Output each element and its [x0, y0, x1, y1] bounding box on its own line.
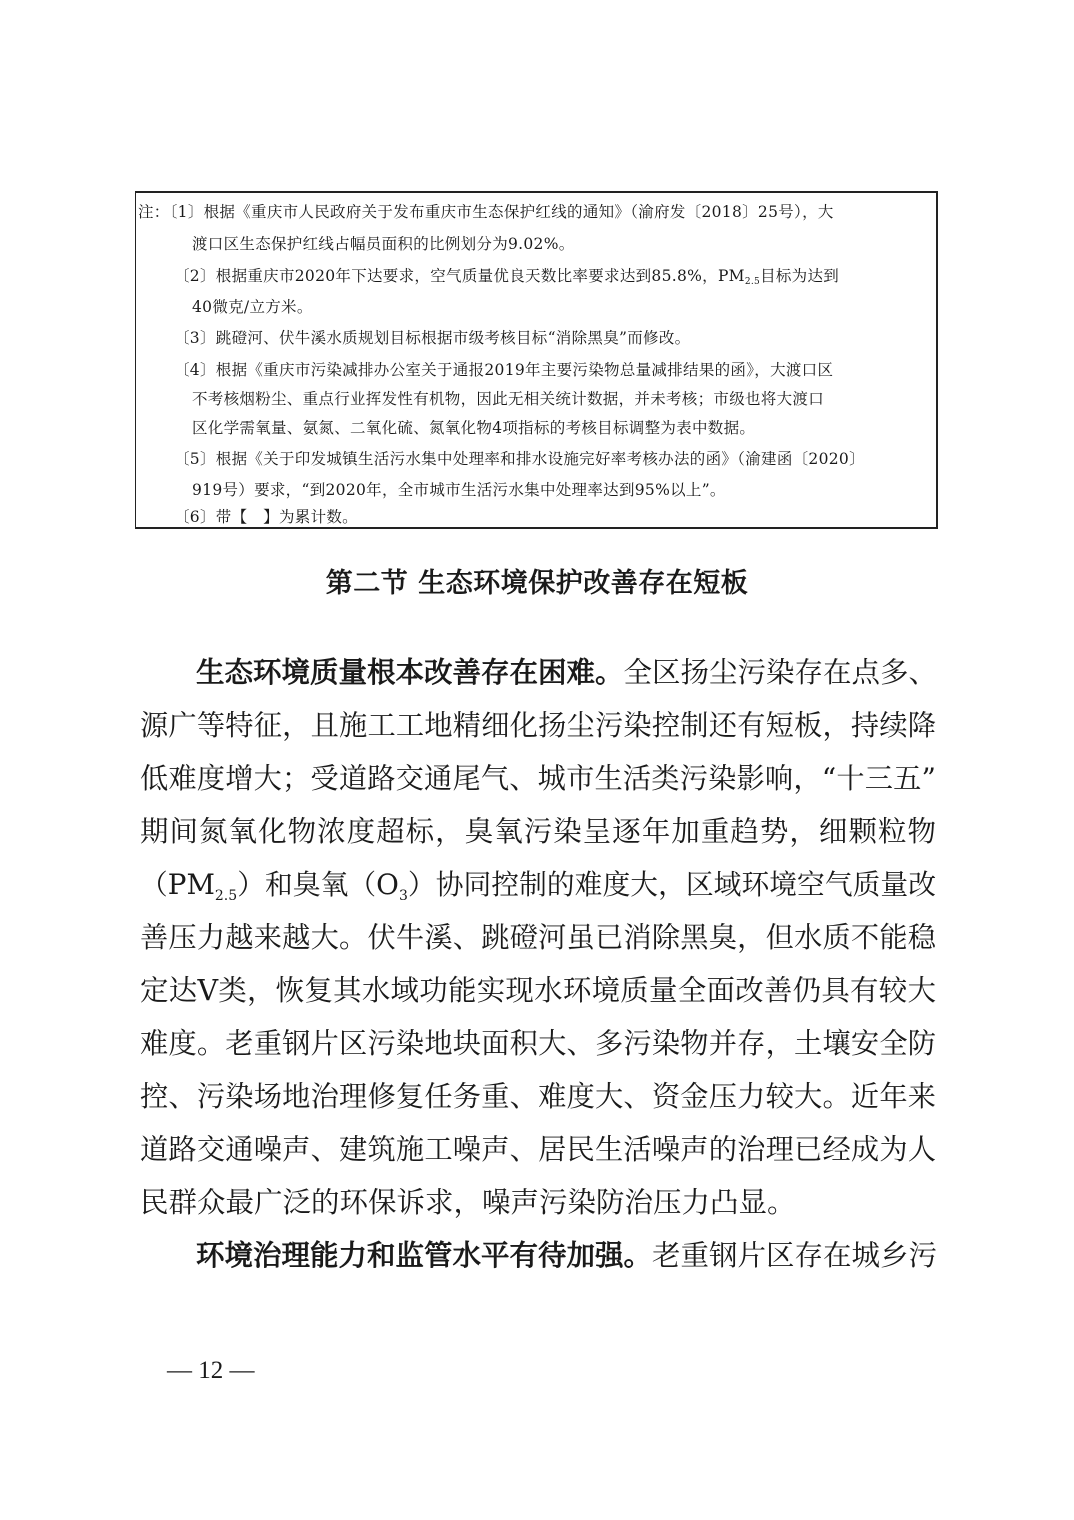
- note-2-line-2: 40微克/立方米。: [192, 298, 313, 316]
- note-5-line-2: 919号）要求，“到2020年，全市城市生活污水集中处理率达到95%以上”。: [192, 481, 726, 499]
- paragraph-1-line-7: 定达Ⅴ类，恢复其水域功能实现水环境质量全面改善仍具有较大: [140, 974, 936, 1007]
- paragraph-1-line-5-b: ）和臭氧（O: [237, 868, 399, 901]
- section-title: 第二节 生态环境保护改善存在短板: [325, 568, 749, 599]
- paragraph-1-line-3: 低难度增大；受道路交通尾气、城市生活类污染影响，“十三五”: [140, 762, 936, 795]
- paragraph-1-line-8: 难度。老重钢片区污染地块面积大、多污染物并存，土壤安全防: [140, 1027, 936, 1060]
- note-4-line-1: [174, 360, 833, 380]
- note-5-text-1: 根据《关于印发城镇生活污水集中处理率和排水设施完好率考核办法的函》（渝建函〔2020〕: [215, 450, 865, 468]
- note-6-line-1: [174, 507, 358, 527]
- note-4-line-3: 区化学需氧量、氨氮、二氧化硫、氮氧化物4项指标的考核目标调整为表中数据。: [192, 419, 756, 437]
- paragraph-1-line-4: 期间氮氧化物浓度超标，臭氧污染呈逐年加重趋势，细颗粒物: [140, 815, 936, 848]
- note-3-text: 跳磴河、伏牛溪水质规划目标根据市级考核目标“消除黑臭”而修改。: [215, 329, 691, 347]
- paragraph-1-line-5-c: ）协同控制的难度大，区域环境空气质量改: [407, 868, 936, 901]
- paragraph-1-line-10: 道路交通噪声、建筑施工噪声、居民生活噪声的治理已经成为人: [140, 1133, 936, 1166]
- note-2-text-post: 目标为达到: [760, 267, 840, 285]
- paragraph-1-line-5: [140, 867, 936, 914]
- note-6-text: 带【 】为累计数。: [215, 508, 358, 526]
- note-3-line-1: [174, 328, 690, 348]
- paragraph-1-line-5-a: （PM: [140, 868, 215, 901]
- note-2-text-pre: 根据重庆市2020年下达要求，空气质量优良天数比率要求达到85.8%，PM: [215, 267, 745, 285]
- paragraph-1-line-1-rest: 全区扬尘污染存在点多、: [623, 656, 938, 689]
- paragraph-2-line-1: [196, 1238, 936, 1274]
- page-number: — 12 —: [167, 1357, 255, 1384]
- paragraph-2-line-1-rest: 老重钢片区存在城乡污: [652, 1239, 938, 1272]
- note-4-number: 〔4〕: [174, 361, 216, 379]
- note-6-number: 〔6〕: [174, 508, 216, 526]
- note-1-line-1: [138, 202, 834, 222]
- paragraph-1-line-9: 控、污染场地治理修复任务重、难度大、资金压力较大。近年来: [140, 1080, 936, 1113]
- paragraph-1-line-11: 民群众最广泛的环保诉求，噪声污染防治压力凸显。: [140, 1186, 796, 1219]
- paragraph-1-lead: 生态环境质量根本改善存在困难。: [196, 656, 624, 689]
- paragraph-2-lead: 环境治理能力和监管水平有待加强。: [196, 1239, 653, 1272]
- paragraph-1-line-1: [196, 655, 936, 691]
- notes-label: 注：: [138, 203, 170, 221]
- note-2-line-1: [174, 266, 839, 292]
- note-1-line-2: 渡口区生态保护红线占幅员面积的比例划分为9.02%。: [192, 235, 575, 253]
- pm-subscript: 2.5: [744, 277, 761, 287]
- note-5-line-1: [174, 449, 865, 469]
- note-4-text-1: 根据《重庆市污染减排办公室关于通报2019年主要污染物总量减排结果的函》，大渡口区: [215, 361, 834, 379]
- note-4-line-2: 不考核烟粉尘、重点行业挥发性有机物，因此无相关统计数据，并未考核；市级也将大渡口: [192, 390, 825, 408]
- paragraph-1-line-2: 源广等特征，且施工工地精细化扬尘污染控制还有短板，持续降: [140, 709, 936, 742]
- note-1-text-1: 根据《重庆市人民政府关于发布重庆市生态保护红线的通知》（渝府发〔2018〕25号），大: [203, 203, 834, 221]
- o3-subscript: 3: [398, 888, 408, 904]
- pm-subscript: 2.5: [214, 888, 238, 904]
- note-3-number: 〔3〕: [174, 329, 216, 347]
- notes-box: [135, 191, 938, 529]
- note-2-number: 〔2〕: [174, 267, 216, 285]
- note-1-number: 〔1〕: [169, 203, 204, 221]
- paragraph-1-line-6: 善压力越来越大。伏牛溪、跳磴河虽已消除黑臭，但水质不能稳: [140, 921, 936, 954]
- note-5-number: 〔5〕: [174, 450, 216, 468]
